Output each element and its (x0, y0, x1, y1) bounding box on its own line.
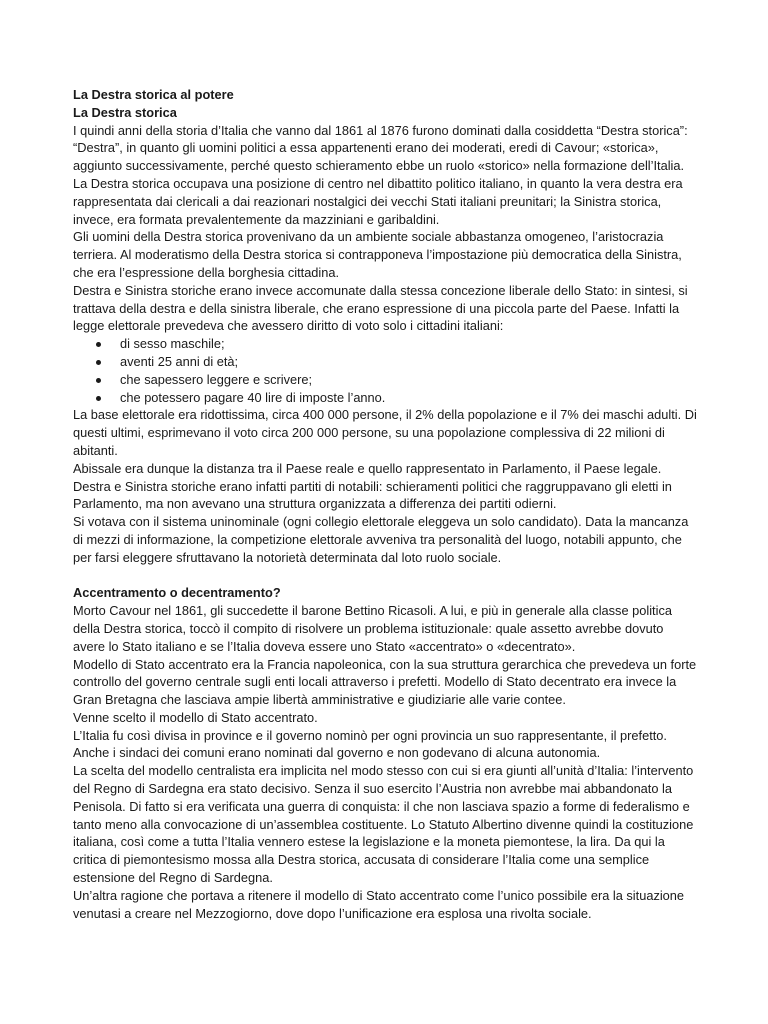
section-heading-destra-storica: La Destra storica (73, 104, 177, 120)
bullet-icon (96, 396, 101, 401)
list-item (73, 353, 698, 371)
list-item-text: che potessero pagare 40 lire di imposte l’anno. (120, 389, 386, 405)
paragraph: Venne scelto il modello di Stato accentrato. (73, 709, 318, 725)
blank-line (73, 567, 698, 585)
voting-requirements-list (73, 335, 698, 406)
document-title: La Destra storica al potere (73, 87, 234, 102)
paragraph: I quindi anni della storia d’Italia che vanno dal 1861 al 1876 furono dominati dalla cosiddetta “Destra storica”: “Destra”, in quanto gli uomini politici a essa appartenenti erano dei moderati, eredi di Cavour; «storica», aggiunto successivamente, perché questo schieramento ebbe un ruolo «storico» nella formazione dell’Italia. (73, 122, 688, 174)
paragraph: Destra e Sinistra storiche erano invece accomunate dalla stessa concezione liberale dello Stato: in sintesi, si trattava della destra e della sinistra liberale, che erano espressione di una piccola parte del Paese. Infatti la legge elettorale prevedeva che avessero diritto di voto solo i cittadini italiani: (73, 282, 688, 334)
paragraph: La base elettorale era ridottissima, circa 400 000 persone, il 2% della popolazione e il 7% dei maschi adulti. Di questi ultimi, esprimevano il voto circa 200 000 persone, su una popolazione complessiva di 22 milioni di abitanti. (73, 407, 697, 458)
list-item-text: che sapessero leggere e scrivere; (120, 371, 313, 387)
paragraph: Anche i sindaci dei comuni erano nominati dal governo e non godevano di alcuna autonomia. (73, 745, 601, 761)
paragraph: Destra e Sinistra storiche erano infatti partiti di notabili: schieramenti politici che raggruppavano gli eletti in Parlamento, ma non avevano una struttura organizzata a differenza dei partiti odierni. (73, 478, 672, 512)
paragraph: L’Italia fu così divisa in province e il governo nominò per ogni provincia un suo rappresentante, il prefetto. (73, 727, 667, 743)
list-item-text: di sesso maschile; (120, 336, 225, 352)
paragraph: Morto Cavour nel 1861, gli succedette il barone Bettino Ricasoli. A lui, e più in generale alla classe politica della Destra storica, toccò il compito di risolvere un problema istituzionale: quale assetto avrebbe dovuto avere lo Stato italiano e se l’Italia doveva essere uno Stato «accentrato» o «decentrato». (73, 603, 672, 654)
bullet-icon (96, 378, 101, 383)
section-heading-accentramento: Accentramento o decentramento? (73, 585, 281, 601)
paragraph: Modello di Stato accentrato era la Francia napoleonica, con la sua struttura gerarchica che prevedeva un forte controllo del governo centrale sugli enti locali attraverso i prefetti. Modello di Stato decentrato era invece la Gran Bretagna che lasciava ampie libertà amministrative e giudiziarie alle varie contee. (73, 656, 697, 708)
paragraph: La Destra storica occupava una posizione di centro nel dibattito politico italiano, in quanto la vera destra era rappresentata dai clericali a dai reazionari nostalgici dei vecchi Stati italiani preunitari; la Sinistra storica, invece, era formata prevalentemente da mazziniani e garibaldini. (73, 175, 683, 227)
list-item (73, 371, 698, 389)
paragraph: Si votava con il sistema uninominale (ogni collegio elettorale eleggeva un solo candidato). Data la mancanza di mezzi di informazione, la competizione elettorale avveniva tra personalità del luogo, notabili appunto, che per farsi eleggere sfruttavano la notorietà determinata dal loto ruolo sociale. (73, 514, 689, 565)
paragraph: La scelta del modello centralista era implicita nel modo stesso con cui si era giunti all’unità d’Italia: l’intervento del Regno di Sardegna era stato decisivo. Senza il suo esercito l’Austria non avrebbe mai abbandonato la Penisola. Di fatto si era verificata una guerra di conquista: il che non lasciava spazio a forme di federalismo e tanto meno alla convocazione di un’assemblea costituente. Lo Statuto Albertino divenne quindi la costituzione italiana, così come a tutta l’Italia vennero estese la legislazione e la moneta piemontese, la lira. Da qui la critica di piemontesismo mossa alla Destra storica, accusata di considerare l’Italia come una semplice estensione del Regno di Sardegna. (73, 763, 694, 886)
paragraph: Abissale era dunque la distanza tra il Paese reale e quello rappresentato in Parlamento, il Paese legale. (73, 460, 662, 476)
paragraph: Gli uomini della Destra storica provenivano da un ambiente sociale abbastanza omogeneo, l’aristocrazia terriera. Al moderatismo della Destra storica si contrapponeva l’impostazione più democratica della Sinistra, che era l’espressione della borghesia cittadina. (73, 229, 682, 280)
list-item (73, 389, 698, 407)
bullet-icon (96, 360, 101, 365)
document-page (73, 86, 698, 922)
bullet-icon (96, 342, 101, 347)
paragraph: Un’altra ragione che portava a ritenere il modello di Stato accentrato come l’unico possibile era la situazione venutasi a creare nel Mezzogiorno, dove dopo l’unificazione era esplosa una rivolta sociale. (73, 887, 685, 921)
list-item-text: aventi 25 anni di età; (120, 353, 239, 369)
list-item (73, 335, 698, 353)
